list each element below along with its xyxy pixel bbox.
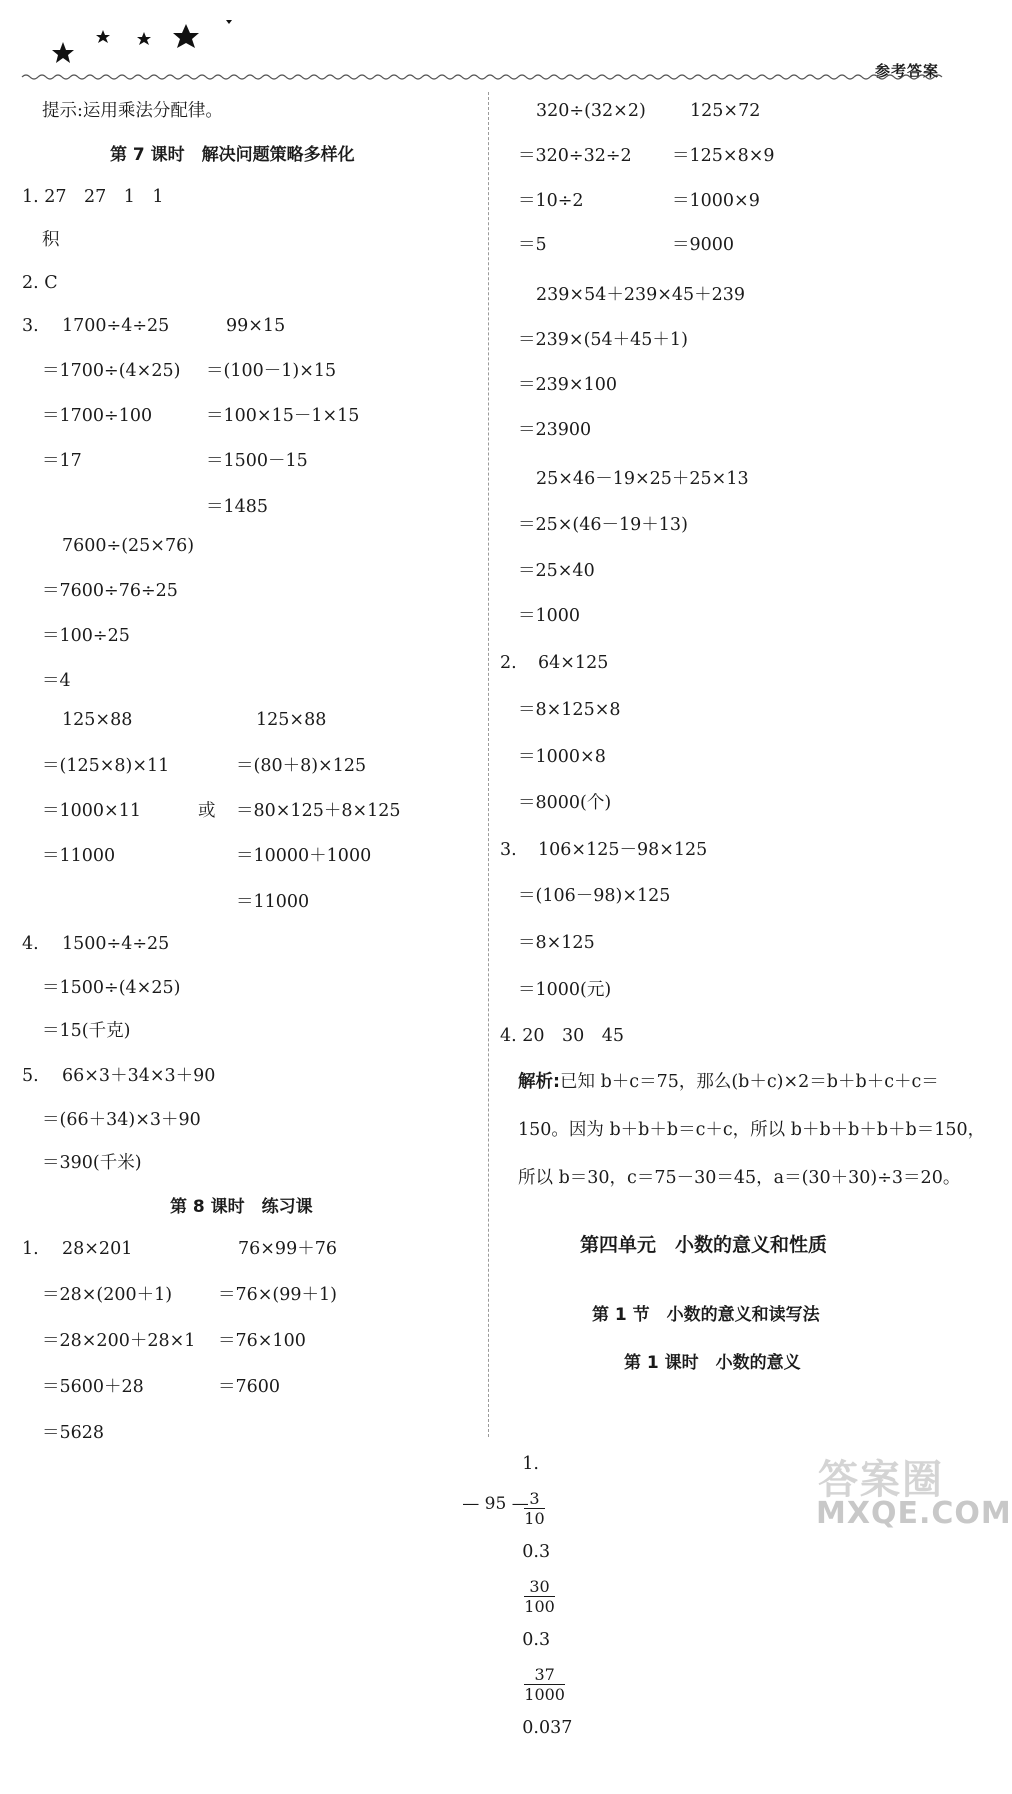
answer-3-number: 3. <box>500 840 517 860</box>
calc-line: ＝(66＋34)×3＋90 <box>42 1110 201 1130</box>
calc-line: ＝28×(200＋1) <box>42 1285 173 1305</box>
calc-line: ＝239×(54＋45＋1) <box>518 330 688 350</box>
calc-line: ＝10000＋1000 <box>236 846 372 866</box>
calc-line: ＝11000 <box>42 846 116 866</box>
answer-1-note: 积 <box>42 230 60 250</box>
calc-line: ＝1700÷(4×25) <box>42 361 181 381</box>
calc-line: ＝23900 <box>518 420 592 440</box>
calc-line: ＝(106－98)×125 <box>518 886 671 906</box>
star-icon <box>137 32 151 45</box>
answer-4-number: 4. <box>22 934 39 954</box>
analysis-text: 已知 b＋c＝75，那么(b＋c)×2＝b＋b＋c＋c＝ <box>560 1072 939 1092</box>
calc-line: 125×88 <box>256 710 327 730</box>
fraction: $\frac{3}{10}$ <box>524 1489 545 1528</box>
calc-line: 106×125－98×125 <box>538 840 708 860</box>
star-icon <box>96 30 110 43</box>
calc-line: ＝1000(元) <box>518 980 612 1000</box>
star-icon <box>173 24 199 48</box>
calc-line: 1700÷4÷25 <box>62 316 170 336</box>
fraction: $\frac{37}{1000}$ <box>524 1665 565 1704</box>
calc-line: ＝5 <box>518 235 547 255</box>
header-wave-divider <box>22 72 947 82</box>
fraction: $\frac{30}{100}$ <box>524 1577 555 1616</box>
calc-line: ＝76×(99＋1) <box>218 1285 337 1305</box>
answer-3-number: 3. <box>22 316 39 336</box>
or-label: 或 <box>198 801 216 821</box>
calc-line: ＝5628 <box>42 1423 105 1443</box>
decimal-value: 0.3 <box>522 1630 551 1650</box>
calc-line: ＝80×125＋8×125 <box>236 801 401 821</box>
calc-line: ＝7600÷76÷25 <box>42 581 178 601</box>
calc-line: 1500÷4÷25 <box>62 934 170 954</box>
lesson-title: 第 1 课时 小数的意义 <box>624 1353 801 1373</box>
calc-line: 99×15 <box>226 316 286 336</box>
calc-line: ＝76×100 <box>218 1331 306 1351</box>
calc-line: ＝17 <box>42 451 82 471</box>
calc-line: 125×88 <box>62 710 133 730</box>
answer-1-number: 1. <box>522 1454 539 1474</box>
answer-2: 2. C <box>22 273 58 293</box>
calc-line: ＝25×(46－19＋13) <box>518 515 688 535</box>
analysis-label: 解析: <box>518 1072 560 1092</box>
answer-1: 1. 27 27 1 1 <box>22 187 164 207</box>
hint-text: 提示:运用乘法分配律。 <box>42 101 223 121</box>
calc-line: ＝(80＋8)×125 <box>236 756 367 776</box>
calc-line: 7600÷(25×76) <box>62 536 195 556</box>
calc-line: ＝8000(个) <box>518 793 612 813</box>
calc-line: ＝320÷32÷2 <box>518 146 632 166</box>
calc-line: ＝1000×9 <box>672 191 760 211</box>
calc-line: ＝100÷25 <box>42 626 130 646</box>
calc-line: ＝11000 <box>236 892 310 912</box>
analysis-line-2: 150。因为 b＋b＋b＝c＋c，所以 b＋b＋b＋b＋b＝150， <box>518 1120 986 1140</box>
answer-5-number: 5. <box>22 1066 39 1086</box>
calc-line: ＝5600＋28 <box>42 1377 144 1397</box>
column-divider <box>488 92 489 1437</box>
calc-line: 76×99＋76 <box>238 1239 337 1259</box>
calc-line: 239×54＋239×45＋239 <box>536 285 746 305</box>
watermark-url: MXQE.COM <box>816 1496 1012 1531</box>
calc-line: 320÷(32×2) <box>536 101 646 121</box>
calc-line: ＝7600 <box>218 1377 281 1397</box>
header-label: 参考答案 <box>874 62 939 80</box>
calc-line: ＝1700÷100 <box>42 406 153 426</box>
analysis-line-1 <box>518 1071 939 1093</box>
calc-line: ＝1000×8 <box>518 747 606 767</box>
lesson-8-title: 第 8 课时 练习课 <box>170 1197 313 1217</box>
calc-line: ＝(125×8)×11 <box>42 756 170 776</box>
practice-1-number: 1. <box>22 1239 39 1259</box>
calc-line: ＝390(千米) <box>42 1153 142 1173</box>
calc-line: 64×125 <box>538 653 609 673</box>
calc-line: ＝125×8×9 <box>672 146 775 166</box>
calc-line: ＝15(千克) <box>42 1021 131 1041</box>
calc-line: ＝100×15－1×15 <box>206 406 360 426</box>
star-icon <box>52 42 74 63</box>
unit-title: 第四单元 小数的意义和性质 <box>580 1234 828 1256</box>
decimal-value: 0.3 <box>522 1542 551 1562</box>
small-triangle-icon <box>226 20 232 24</box>
calc-line: ＝1500÷(4×25) <box>42 978 181 998</box>
calc-line: ＝1500－15 <box>206 451 308 471</box>
calc-line: ＝1485 <box>206 497 269 517</box>
calc-line: 125×72 <box>690 101 761 121</box>
decorative-stars <box>48 18 248 68</box>
calc-line: ＝28×200＋28×1 <box>42 1331 196 1351</box>
watermark-logo: 答案圈 <box>818 1457 944 1503</box>
lesson-7-title: 第 7 课时 解决问题策略多样化 <box>110 145 355 165</box>
calc-line: ＝25×40 <box>518 561 595 581</box>
calc-line: 66×3＋34×3＋90 <box>62 1066 216 1086</box>
calc-line: ＝4 <box>42 671 71 691</box>
analysis-line-3: 所以 b＝30，c＝75－30＝45，a＝(30＋30)÷3＝20。 <box>518 1168 961 1188</box>
calc-line: 25×46－19×25＋25×13 <box>536 469 749 489</box>
calc-line: ＝8×125 <box>518 933 595 953</box>
calc-line: ＝8×125×8 <box>518 700 621 720</box>
answer-2-number: 2. <box>500 653 517 673</box>
answer-4: 4. 20 30 45 <box>500 1026 625 1046</box>
calc-line: 28×201 <box>62 1239 133 1259</box>
section-title: 第 1 节 小数的意义和读写法 <box>592 1305 820 1325</box>
decimal-value: 0.037 <box>522 1718 573 1738</box>
decimal-answer-row <box>500 1398 572 1794</box>
calc-line: ＝1000 <box>518 606 581 626</box>
calc-line: ＝239×100 <box>518 375 617 395</box>
calc-line: ＝10÷2 <box>518 191 584 211</box>
calc-line: ＝9000 <box>672 235 735 255</box>
calc-line: ＝(100－1)×15 <box>206 361 337 381</box>
calc-line: ＝1000×11 <box>42 801 141 821</box>
page-number: — 95 — <box>462 1494 529 1514</box>
